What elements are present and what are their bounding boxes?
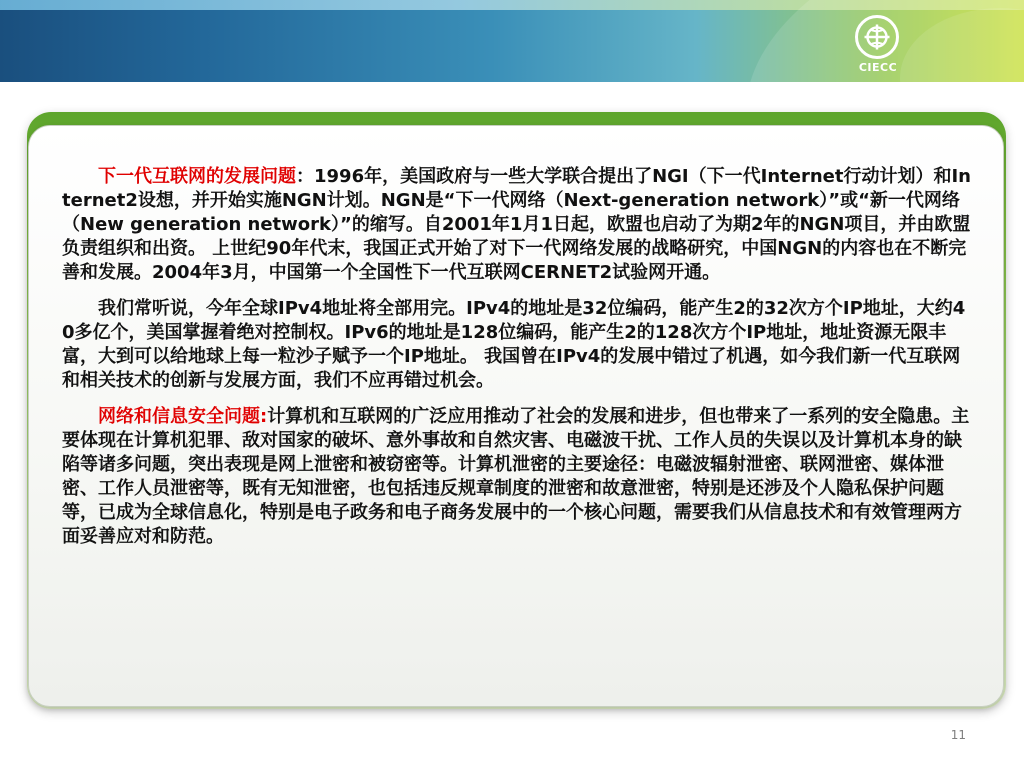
paragraph-heading: 下一代互联网的发展问题 xyxy=(98,166,296,187)
paragraph-heading: 网络和信息安全问题: xyxy=(98,406,268,427)
paragraph-network-security xyxy=(62,405,972,549)
paragraph-body: ：1996年，美国政府与一些大学联合提出了NGI（下一代Internet行动计划）和Internet2设想，并开始实施NGN计划。NGN是“下一代网络（Next-generation network）”或“新一代网络（New generation network）”的缩写。自2001年1月1日起，欧盟也启动了为期2年的NGN项目，并由欧盟负责组织和出资。 上世纪90年代末，我国正式开始了对下一代网络发展的战略研究，中国NGN的内容也在不断完善和发展。2004年3月，中国第一个全国性下一代互联网CERNET2试验网开通。 xyxy=(62,166,971,283)
slide-content xyxy=(62,165,972,549)
slide-header-band xyxy=(0,0,1024,82)
paragraph-ipv4-ipv6 xyxy=(62,297,972,393)
logo-text: CIECC xyxy=(858,61,898,74)
paragraph-next-generation-internet xyxy=(62,165,972,285)
paragraph-body: 计算机和互联网的广泛应用推动了社会的发展和进步，但也带来了一系列的安全隐患。主要体现在计算机犯罪、敌对国家的破坏、意外事故和自然灾害、电磁波干扰、工作人员的失误以及计算机本身的缺陷等诸多问题，突出表现是网上泄密和被窃密等。计算机泄密的主要途径：电磁波辐射泄密、联网泄密、媒体泄密、工作人员泄密等，既有无知泄密，也包括违反规章制度的泄密和故意泄密，特别是还涉及个人隐私保护问题等，已成为全球信息化，特别是电子政务和电子商务发展中的一个核心问题，需要我们从信息技术和有效管理两方面妥善应对和防范。 xyxy=(62,406,970,547)
paragraph-body: 我们常听说，今年全球IPv4地址将全部用完。IPv4的地址是32位编码，能产生2的32次方个IP地址，大约40多亿个，美国掌握着绝对控制权。IPv6的地址是128位编码，能产生2的128次方个IP地址，地址资源无限丰富，大到可以给地球上每一粒沙子赋予一个IP地址。 我国曾在IPv4的发展中错过了机遇，如今我们新一代互联网和相关技术的创新与发展方面，我们不应再错过机会。 xyxy=(62,298,966,391)
ciecc-logo-icon xyxy=(854,14,900,60)
ciecc-logo xyxy=(846,14,910,78)
page-number: 11 xyxy=(950,728,966,742)
